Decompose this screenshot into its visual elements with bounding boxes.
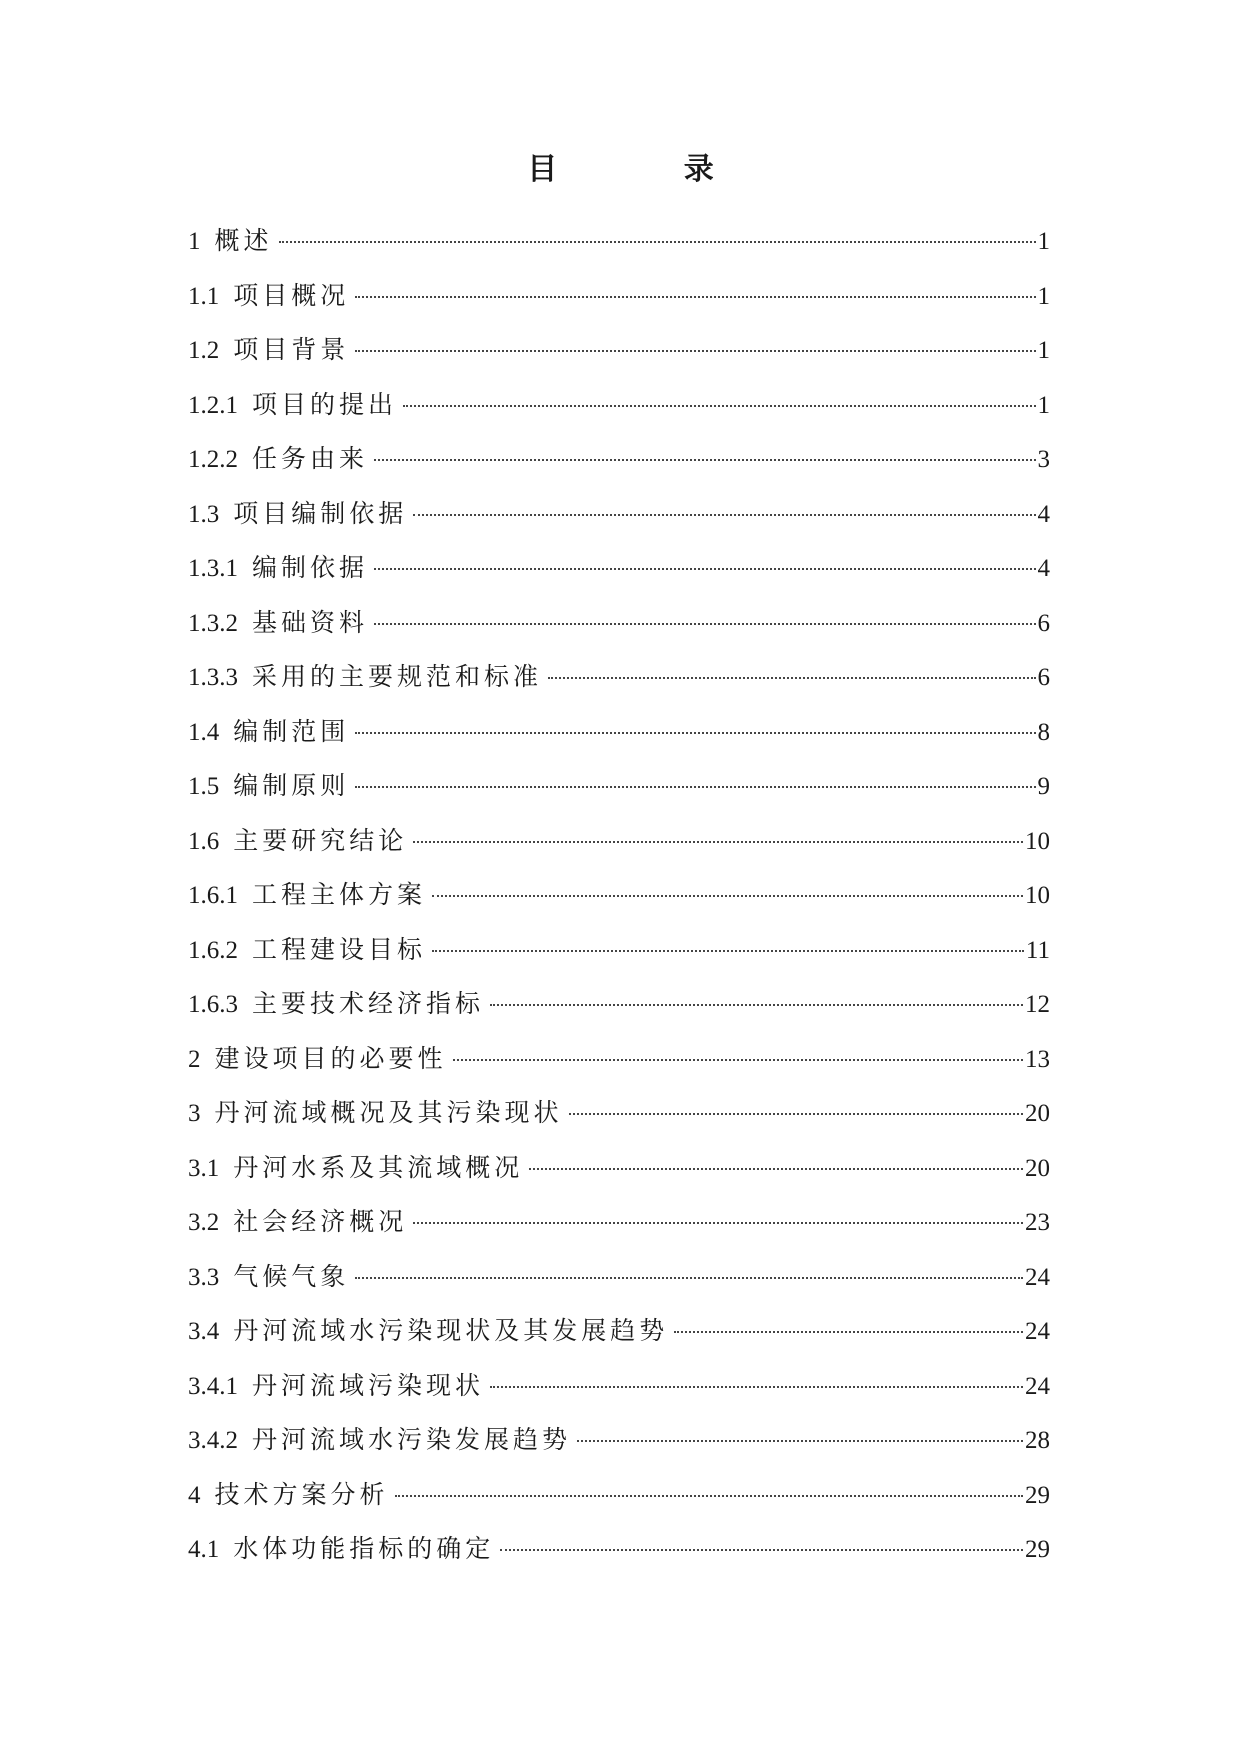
toc-entry-title: 技术方案分析 — [214, 1479, 389, 1509]
toc-entry-title: 编制原则 — [233, 771, 350, 800]
toc-entry-number: 1 — [188, 228, 201, 255]
toc-entry-page-number: 4 — [1037, 500, 1050, 528]
toc-entry-page-number: 28 — [1025, 1427, 1050, 1454]
toc-entry-title: 丹河流域污染现状 — [252, 1370, 485, 1400]
toc-entry-title: 建设项目的必要性 — [214, 1043, 447, 1073]
toc-entry-number: 2 — [188, 1045, 201, 1073]
toc-entry-page-number: 10 — [1025, 882, 1050, 909]
toc-entry-title: 工程建设目标 — [252, 934, 427, 964]
toc-entry-number: 1.6.1 — [188, 882, 238, 909]
toc-dot-leader — [569, 1113, 1023, 1115]
toc-entry-title: 气候气象 — [233, 1261, 350, 1291]
toc-dot-leader — [548, 677, 1035, 679]
toc-entry-page-number: 1 — [1037, 391, 1050, 419]
toc-dot-leader — [490, 1004, 1023, 1006]
toc-entry-number: 1.6.3 — [188, 991, 238, 1018]
toc-entry[interactable] — [188, 335, 1050, 390]
toc-entry-number: 3.4.1 — [188, 1372, 238, 1400]
toc-dot-leader — [374, 459, 1035, 461]
toc-entry-page-number: 6 — [1037, 664, 1050, 691]
toc-entry[interactable] — [188, 662, 1050, 717]
toc-dot-leader — [432, 950, 1024, 952]
toc-entry[interactable] — [188, 553, 1050, 608]
toc-entry-title: 水体功能指标的确定 — [233, 1534, 495, 1563]
toc-entry-title: 编制范围 — [233, 716, 350, 746]
toc-entry-number: 1.1 — [188, 282, 220, 310]
toc-dot-leader — [432, 895, 1023, 897]
toc-dot-leader — [529, 1168, 1023, 1170]
toc-dot-leader — [355, 786, 1035, 788]
toc-entry-title: 丹河流域概况及其污染现状 — [214, 1098, 563, 1127]
toc-entry-number: 1.2.2 — [188, 446, 238, 473]
toc-entry-title: 采用的主要规范和标准 — [252, 662, 543, 691]
toc-entry-number: 3 — [188, 1100, 201, 1127]
toc-entry-page-number: 20 — [1025, 1154, 1050, 1182]
toc-entry[interactable] — [188, 281, 1050, 336]
toc-dot-leader — [374, 568, 1035, 570]
toc-entry-title: 丹河流域水污染发展趋势 — [252, 1425, 572, 1454]
toc-entry[interactable] — [188, 1262, 1050, 1317]
toc-entry-number: 1.5 — [188, 773, 220, 800]
toc-entry-title: 任务由来 — [252, 444, 369, 473]
toc-entry-title: 基础资料 — [252, 607, 369, 637]
toc-entry-number: 1.6.2 — [188, 936, 238, 964]
toc-entry-number: 1.3 — [188, 500, 220, 528]
toc-dot-leader — [395, 1495, 1023, 1497]
toc-entry-page-number: 11 — [1025, 936, 1050, 964]
toc-entry-page-number: 1 — [1037, 337, 1050, 364]
toc-entry[interactable] — [188, 771, 1050, 826]
toc-entry-number: 1.3.1 — [188, 555, 238, 582]
toc-entry-page-number: 3 — [1037, 446, 1050, 473]
toc-dot-leader — [577, 1440, 1023, 1442]
toc-entry-number: 3.1 — [188, 1154, 220, 1182]
toc-entry-number: 3.3 — [188, 1263, 220, 1291]
toc-dot-leader — [413, 514, 1035, 516]
toc-entry-title: 编制依据 — [252, 553, 369, 582]
toc-entry-page-number: 23 — [1025, 1209, 1050, 1236]
toc-entry-title: 主要技术经济指标 — [252, 989, 485, 1018]
toc-entry-page-number: 1 — [1037, 282, 1050, 310]
toc-entry-page-number: 20 — [1025, 1100, 1050, 1127]
toc-entry[interactable] — [188, 444, 1050, 499]
toc-entry[interactable] — [188, 717, 1050, 772]
toc-entry-number: 3.4 — [188, 1318, 220, 1345]
toc-entry[interactable] — [188, 1316, 1050, 1371]
toc-entry[interactable] — [188, 1425, 1050, 1480]
toc-dot-leader — [279, 241, 1036, 243]
toc-dot-leader — [453, 1059, 1023, 1061]
toc-entry[interactable] — [188, 1207, 1050, 1262]
toc-dot-leader — [500, 1549, 1023, 1551]
toc-entry-number: 1.4 — [188, 718, 220, 746]
toc-entry-page-number: 4 — [1037, 555, 1050, 582]
toc-entry-number: 4 — [188, 1481, 201, 1509]
toc-entry[interactable] — [188, 1153, 1050, 1208]
toc-entry-page-number: 10 — [1025, 827, 1050, 855]
toc-dot-leader — [355, 1277, 1023, 1279]
toc-dot-leader — [403, 405, 1035, 407]
toc-dot-leader — [674, 1331, 1023, 1333]
toc-entry-number: 1.3.3 — [188, 664, 238, 691]
toc-dot-leader — [355, 296, 1035, 298]
toc-entry-page-number: 12 — [1025, 991, 1050, 1018]
toc-entry-title: 项目背景 — [233, 335, 350, 364]
toc-entry[interactable] — [188, 1371, 1050, 1426]
toc-entry-number: 1.2.1 — [188, 391, 238, 419]
toc-entry-number: 3.2 — [188, 1209, 220, 1236]
toc-entry-page-number: 24 — [1025, 1318, 1050, 1345]
toc-entry[interactable] — [188, 1098, 1050, 1153]
toc-entry-title: 项目的提出 — [252, 389, 398, 419]
toc-entry[interactable] — [188, 499, 1050, 554]
toc-entry-page-number: 24 — [1025, 1263, 1050, 1291]
toc-entry[interactable] — [188, 880, 1050, 935]
toc-dot-leader — [413, 841, 1023, 843]
toc-dot-leader — [413, 1222, 1023, 1224]
toc-entry[interactable] — [188, 1480, 1050, 1535]
toc-entry-title: 丹河水系及其流域概况 — [233, 1152, 524, 1182]
toc-entry[interactable] — [188, 935, 1050, 990]
toc-entry-number: 1.2 — [188, 337, 220, 364]
page-title: 目 录 — [527, 152, 772, 187]
toc-entry[interactable] — [188, 608, 1050, 663]
toc-dot-leader — [374, 623, 1035, 625]
toc-dot-leader — [490, 1386, 1023, 1388]
toc-entry[interactable] — [188, 390, 1050, 445]
toc-entry-page-number: 24 — [1025, 1372, 1050, 1400]
toc-entry-number: 3.4.2 — [188, 1427, 238, 1454]
toc-entry-page-number: 29 — [1025, 1536, 1050, 1563]
toc-entry-page-number: 6 — [1037, 609, 1050, 637]
toc-dot-leader — [355, 732, 1035, 734]
toc-entry-page-number: 9 — [1037, 773, 1050, 800]
toc-list — [188, 226, 1050, 1589]
toc-entry-number: 4.1 — [188, 1536, 220, 1563]
toc-entry-number: 1.6 — [188, 827, 220, 855]
toc-entry-title: 项目编制依据 — [233, 498, 408, 528]
toc-entry-page-number: 8 — [1037, 718, 1050, 746]
toc-entry-page-number: 1 — [1037, 228, 1050, 255]
toc-entry[interactable] — [188, 226, 1050, 281]
toc-entry-title: 概述 — [214, 226, 273, 255]
toc-entry-title: 丹河流域水污染现状及其发展趋势 — [233, 1316, 669, 1345]
toc-entry-title: 主要研究结论 — [233, 825, 408, 855]
toc-entry[interactable] — [188, 1534, 1050, 1589]
toc-entry-page-number: 13 — [1025, 1045, 1050, 1073]
toc-entry-number: 1.3.2 — [188, 609, 238, 637]
toc-dot-leader — [355, 350, 1035, 352]
toc-entry-title: 项目概况 — [233, 280, 350, 310]
toc-entry-title: 工程主体方案 — [252, 880, 427, 909]
toc-entry-page-number: 29 — [1025, 1481, 1050, 1509]
toc-entry-title: 社会经济概况 — [233, 1207, 408, 1236]
toc-entry[interactable] — [188, 1044, 1050, 1099]
toc-entry[interactable] — [188, 826, 1050, 881]
toc-entry[interactable] — [188, 989, 1050, 1044]
